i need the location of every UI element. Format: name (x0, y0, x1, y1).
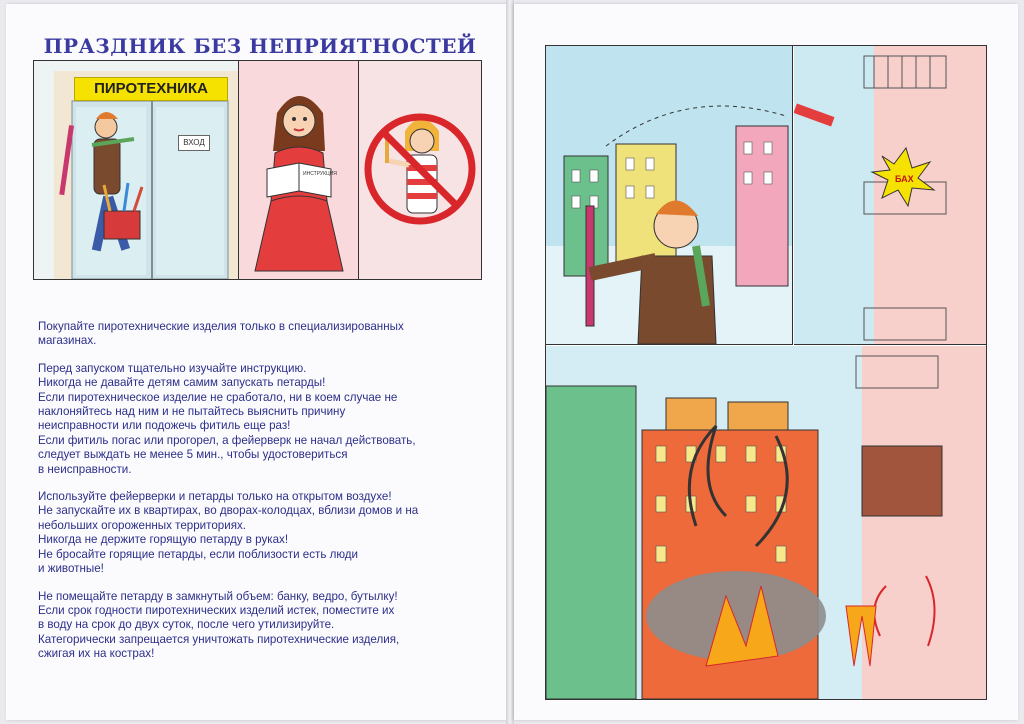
entrance-sign: ВХОД (178, 135, 210, 151)
woman-reading-illustration (239, 61, 358, 279)
rule-paragraph-4: Не помещайте петарду в замкнутый объем: банку, ведро, бутылку! Если срок годности пиротехнических изделий истек, поместите их в воду на срок до двух суток, после чего утилизируйте. Категорически запрещается уничтожать пиротехнические изделия, сжигая их на кострах! (38, 589, 400, 661)
page-gutter (506, 0, 514, 724)
shop-sign: ПИРОТЕХНИКА (74, 77, 228, 101)
rule-paragraph-3: Используйте фейерверки и петарды только на открытом воздухе! Не запускайте их в квартирах, во дворах-колодцах, вблизи домов и на небольших огороженных территориях. Никогда не держите горящую петарду в руках! Не бросайте горящие петарды, если поблизости есть люди и животные! (38, 490, 419, 576)
panel-boy-launching (546, 46, 793, 345)
booklet-label: ИНСТРУКЦИЯ (303, 171, 337, 177)
page-title: ПРАЗДНИК БЕЗ НЕПРИЯТНОСТЕЙ (43, 34, 477, 58)
illustration-strip (33, 60, 482, 280)
panel-fire-aftermath (546, 346, 986, 699)
rule-paragraph-1: Покупайте пиротехнические изделия только в специализированных магазинах. (38, 320, 404, 348)
comic-grid (545, 45, 987, 700)
panel-shop (34, 61, 239, 279)
panel-explosion (794, 46, 986, 345)
prohibition-illustration (359, 61, 481, 279)
panel-reading-instructions (239, 61, 359, 279)
burning-buildings-illustration (546, 346, 986, 699)
boy-launching-illustration (546, 46, 792, 344)
safety-rules-text (38, 320, 478, 675)
balcony-explosion-illustration (794, 46, 986, 344)
explosion-label: БАХ (895, 174, 914, 184)
panel-no-children (359, 61, 481, 279)
rule-paragraph-2: Перед запуском тщательно изучайте инструкцию. Никогда не давайте детям самим запускать петарды! Если пиротехническое изделие не сработало, ни в коем случае не наклоняйтесь над ним и не пытайтесь выяснить причину неисправности или подожечь фитиль еще раз! Если фитиль погас или прогорел, а фейерверк не начал действовать, следует выждать не менее 5 мин., чтобы удостовериться в неисправности. (38, 361, 416, 476)
